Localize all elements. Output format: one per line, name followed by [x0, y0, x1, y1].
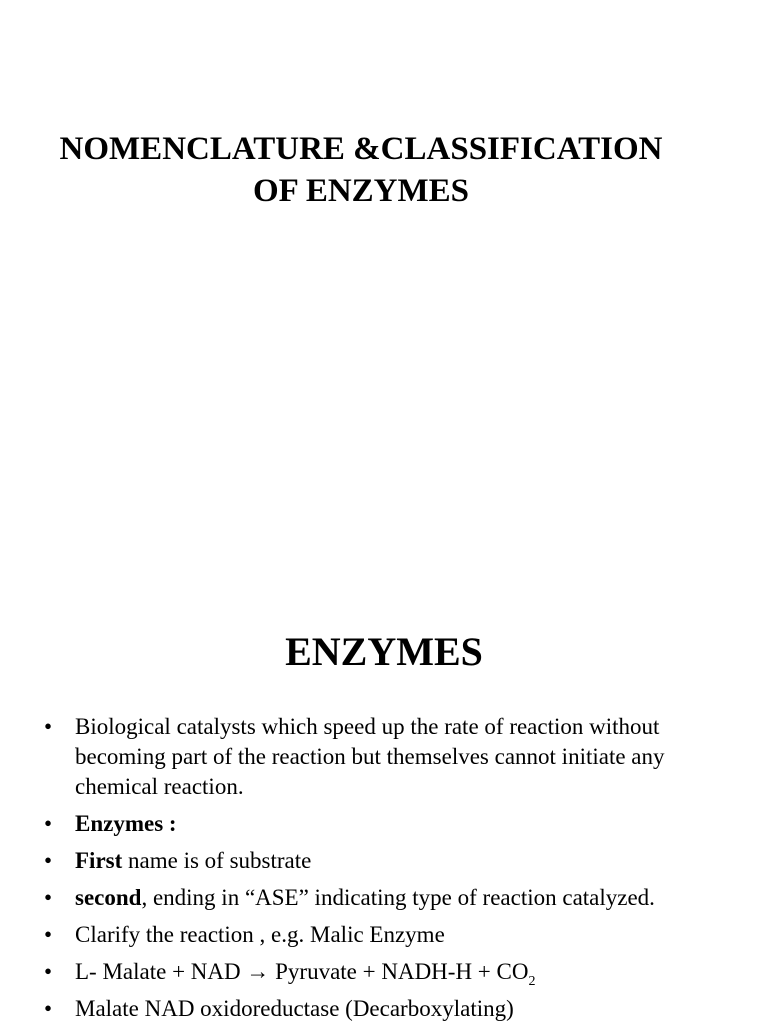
slide-1-title: [0, 128, 722, 212]
bullet-item: [44, 920, 734, 950]
bullet-item: [44, 809, 734, 839]
bullet-list: [44, 712, 734, 1024]
bullet-icon: •: [44, 922, 53, 947]
subscript: 2: [528, 974, 536, 989]
bullet-item: [44, 846, 734, 876]
slide-enzymes: [0, 512, 768, 1024]
bullet-icon: •: [44, 996, 53, 1021]
bullet-icon: •: [44, 959, 53, 984]
bullet-icon: •: [44, 885, 53, 910]
bullet-bold-text: First: [75, 848, 123, 873]
bullet-item: [44, 957, 734, 987]
title-line-1: NOMENCLATURE &CLASSIFICATION: [59, 131, 663, 167]
bullet-text: Biological catalysts which speed up the rate of reaction without becoming part of the reaction but themselves cannot initiate any chemical reaction.: [75, 714, 665, 799]
bullet-icon: •: [44, 811, 53, 836]
bullet-item: [44, 994, 734, 1024]
bullet-text: name is of substrate: [122, 848, 312, 873]
bullet-item: [44, 883, 734, 913]
bullet-item: [44, 712, 734, 802]
bullet-icon: •: [44, 848, 53, 873]
bullet-icon: •: [44, 714, 53, 739]
bullet-text: , ending in “ASE” indicating type of reaction catalyzed.: [141, 885, 655, 910]
slide-2-title: ENZYMES: [285, 629, 483, 674]
bullet-bold-text: second: [75, 885, 142, 910]
bullet-bold-text: Enzymes :: [75, 811, 177, 836]
bullet-text: L- Malate + NAD → Pyruvate + NADH-H + CO: [75, 959, 529, 984]
bullet-text: Malate NAD oxidoreductase (Decarboxylating): [75, 996, 514, 1021]
title-line-2: OF ENZYMES: [252, 173, 470, 209]
bullet-text: Clarify the reaction , e.g. Malic Enzyme: [75, 922, 445, 947]
